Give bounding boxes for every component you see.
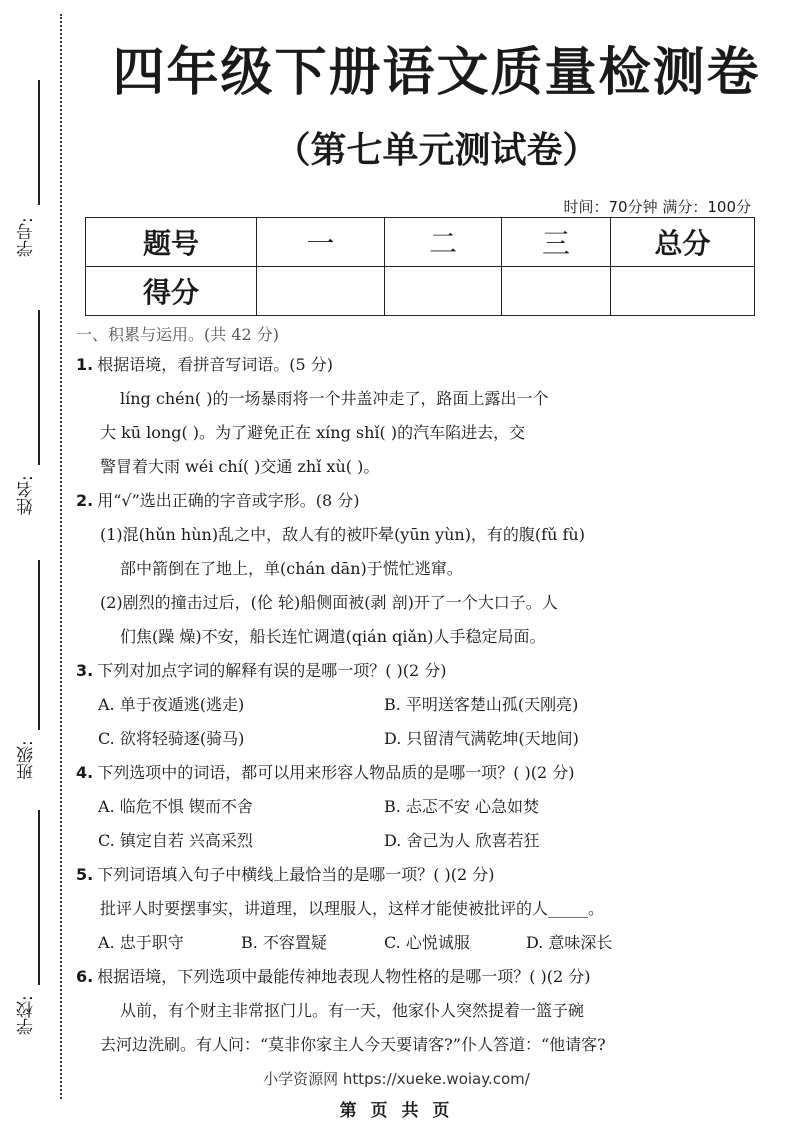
binding-margin [0,0,70,1122]
score-input-cell[interactable] [385,267,502,316]
class-line [38,560,40,730]
score-cell: 二 [385,218,502,267]
question-stem: 根据语境，看拼音写词语。(5 分) [97,355,333,374]
source-footer: 小学资源网 https://xueke.woiay.com/ [263,1070,530,1088]
page-title: 四年级下册语文质量检测卷 [112,43,761,103]
option-b[interactable]: B. 忐忑不安 心急如焚 [384,797,540,816]
question-number: 1. [76,355,94,374]
score-input-cell[interactable] [257,267,385,316]
option-row [76,824,691,858]
page-number: 第 页 共 页 [339,1101,454,1121]
option-a[interactable]: A. 临危不惧 锲而不舍 [98,797,253,816]
class-label: 班级: [17,740,37,780]
question-number: 5. [76,865,94,884]
option-c[interactable]: C. 欲将轻骑逐(骑马) [98,729,245,748]
option-row [76,790,691,824]
score-input-cell[interactable] [611,267,755,316]
score-cell: 一 [257,218,385,267]
question-number: 2. [76,491,94,510]
score-cell: 三 [502,218,611,267]
page-subtitle: （第七单元测试卷） [274,130,599,171]
question-number: 6. [76,967,94,986]
score-table [85,217,755,316]
passage-line: 从前，有个财主非常抠门儿。有一天，他家仆人突然提着一篮子碗 [120,1001,585,1020]
time-score-info: 时间：70分钟 满分：100分 [563,198,751,216]
option-c[interactable]: C. 心悦诚服 [384,933,470,952]
question-line: 们焦(躁 燥)不安，船长连忙调遣(qián qiǎn)人手稳定局面。 [120,627,546,646]
question-6 [76,960,691,994]
option-a[interactable]: A. 忠于职守 [98,933,184,952]
option-b[interactable]: B. 平明送客楚山孤(天刚亮) [384,695,579,714]
score-cell: 题号 [86,218,257,267]
score-value-row [86,267,755,316]
question-stem: 下列词语填入句子中横线上最恰当的是哪一项？( )(2 分) [97,865,495,884]
option-d[interactable]: D. 只留清气满乾坤(天地间) [384,729,579,748]
question-line: 警冒着大雨 wéi chí( )交通 zhǐ xù( )。 [100,457,380,476]
score-header-row [86,218,755,267]
option-d[interactable]: D. 意味深长 [526,933,613,952]
student-id-line [38,80,40,205]
question-stem: 用“√”选出正确的字音或字形。(8 分) [97,491,360,510]
question-line: (2)剧烈的撞击过后，(伦 轮)船侧面被(剥 剖)开了一个大口子。人 [100,593,558,612]
question-number: 4. [76,763,94,782]
question-1 [76,348,691,382]
question-number: 3. [76,661,94,680]
student-id-label: 学号: [17,217,37,257]
question-line: líng chén( )的一场暴雨将一个井盖冲走了，路面上露出一个 [120,389,549,408]
cut-line [60,14,62,1099]
option-d[interactable]: D. 舍己为人 欣喜若狂 [384,831,540,850]
score-cell: 总分 [611,218,755,267]
option-a[interactable]: A. 单于夜遁逃(逃走) [98,695,245,714]
question-line: (1)混(hǔn hùn)乱之中，敌人有的被吓晕(yūn yùn)，有的腹(fǔ fù) [100,525,585,544]
option-row [76,688,691,722]
score-input-cell[interactable] [502,267,611,316]
option-b[interactable]: B. 不容置疑 [241,933,327,952]
question-stem: 下列选项中的词语，都可以用来形容人物品质的是哪一项？( )(2 分) [97,763,575,782]
question-3 [76,654,691,688]
section-heading: 一、积累与运用。(共 42 分) [76,325,280,344]
question-5 [76,858,691,892]
option-c[interactable]: C. 镇定自若 兴高采烈 [98,831,253,850]
name-label: 姓名: [17,475,37,515]
question-line: 大 kū long( )。为了避免正在 xíng shǐ( )的汽车陷进去，交 [100,423,526,442]
school-line [38,810,40,985]
question-stem: 根据语境，下列选项中最能传神地表现人物性格的是哪一项？( )(2 分) [97,967,591,986]
question-line: 部中箭倒在了地上，单(chán dān)于慌忙逃窜。 [120,559,463,578]
name-line [38,310,40,465]
question-4 [76,756,691,790]
question-2 [76,484,691,518]
option-row [76,722,691,756]
option-row [76,926,691,960]
exam-content [76,322,691,1062]
score-cell: 得分 [86,267,257,316]
passage-line: 去河边洗刷。有人问：“莫非你家主人今天要请客?”仆人答道：“他请客? [100,1035,606,1054]
school-label: 学校: [17,995,37,1035]
question-sentence: 批评人时要摆事实，讲道理，以理服人，这样才能使被批评的人_____。 [100,899,605,918]
question-stem: 下列对加点字词的解释有误的是哪一项？( )(2 分) [97,661,447,680]
